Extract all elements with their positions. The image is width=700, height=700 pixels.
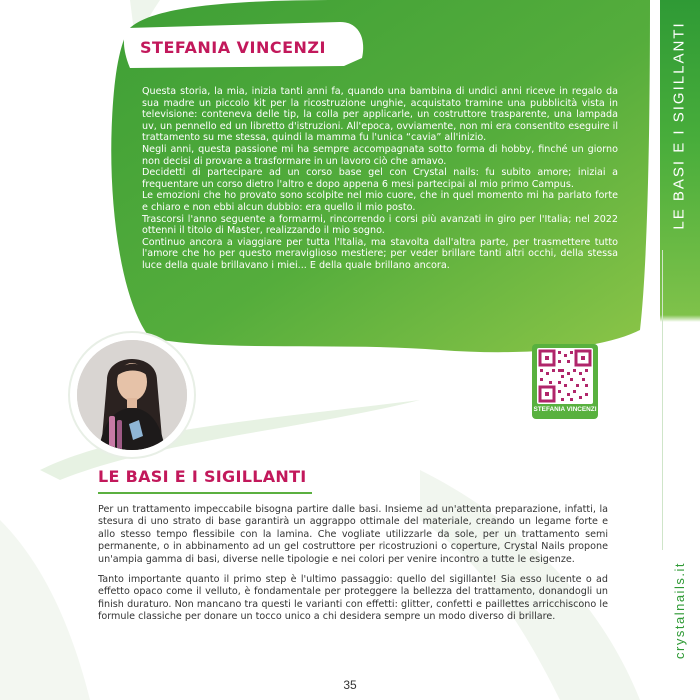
section-body — [98, 504, 608, 632]
section-paragraph: Per un trattamento impeccabile bisogna partire dalle basi. Insieme ad un'attenta preparazione, infatti, la stesura di uno strato di base garantirà un aggrappo ottimale del materiale, creando un legame forte e allo stesso tempo flessibile con la lamina. Che vogliate utilizzarle da sole, per un trattamento semi permanente, o in abbinamento ad un gel costruttore per ricostruzioni o coperture, Crystal Nails propone un'ampia gamma di basi, diverse nelle tipologie e nei colori per venire incontro a tutte le esigenze. — [98, 504, 608, 565]
page-number: 35 — [343, 678, 357, 692]
story-paragraph: Le emozioni che ho provato sono scolpite nel mio cuore, che in quel momento mi ha parlato forte e chiaro e non ebbi alcun dubbio: era quello il mio posto. — [142, 190, 618, 213]
portrait-frame — [70, 333, 194, 457]
person-illustration — [77, 340, 187, 450]
portrait-photo — [77, 340, 187, 450]
section-underline — [98, 492, 312, 494]
story-paragraph: Negli anni, questa passione mi ha sempre accompagnata sotto forma di hobby, finché un giorno non decisi di provare a trasformare in un lavoro ciò che amavo. — [142, 143, 618, 167]
profile-name: STEFANIA VINCENZI — [140, 38, 326, 57]
story-text — [142, 86, 618, 272]
story-paragraph: Decidetti di partecipare ad un corso base gel con Crystal nails: fu subito amore; iniziai a frequentare un corso dietro l'altro e dopo appena 6 mesi partecipai al mio primo Campus. — [142, 167, 618, 190]
sidebar-website — [664, 540, 694, 680]
story-paragraph: Trascorsi l'anno seguente a formarmi, rincorrendo i corsi più avanzati in giro per l'Italia; nel 2022 ottenni il titolo di Master, realizzando il mio sogno. — [142, 213, 618, 237]
sidebar-divider — [662, 250, 663, 550]
sidebar-section-title — [664, 0, 694, 250]
qr-label: STEFANIA VINCENZI — [533, 406, 597, 413]
section-heading: LE BASI E I SIGILLANTI — [98, 467, 307, 486]
story-paragraph: Questa storia, la mia, inizia tanti anni fa, quando una bambina di undici anni riceve in regalo da sua madre un piccolo kit per la ricostruzione unghie, acquistato tramine una pubblicità vista in televisione: conteneva delle tip, la colla per applicarle, un costruttore trasparente, una lampada uv, un pennello ed un libretto d'istruzioni. All'epoca, ovviamente, non mi era consentito eseguire il trattamento su me stessa, quindi la mamma fu l'unica “cavia” all'inizio. — [142, 86, 618, 144]
story-paragraph: Continuo ancora a viaggiare per tutta l'Italia, ma stavolta dall'altra parte, per trasmettere tutto l'amore che ho per questo meraviglioso mestiere; per veder brillare tanti altri occhi, della stessa luce della quale brillavano i miei... E della quale brillano ancora. — [142, 236, 618, 271]
section-paragraph: Tanto importante quanto il primo step è l'ultimo passaggio: quello del sigillante! Sia esso lucente o ad effetto opaco come il velluto, è fondamentale per proteggere la bellezza del trattamento, donandogli un finish duraturo. Non mancano tra questi le varianti con effetti: glitter, confetti e paillettes arricchiscono le formule classiche per donare un tocco unico a chi desidera sempre un modo diverso di brillare. — [98, 574, 608, 623]
qr-code-card[interactable] — [532, 344, 598, 419]
website-link[interactable]: crystalnails.it — [671, 561, 687, 659]
sidebar-title-text: LE BASI E I SIGILLANTI — [670, 20, 688, 230]
faint-swoosh-left — [0, 520, 90, 700]
qr-code-icon[interactable] — [537, 348, 593, 404]
